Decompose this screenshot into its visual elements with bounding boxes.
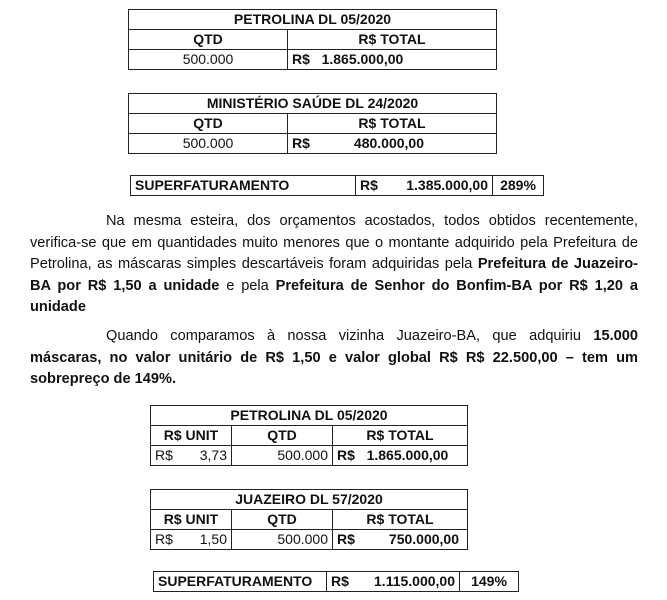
table-title: MINISTÉRIO SAÚDE DL 24/2020 xyxy=(129,94,497,114)
total-cell: R$ 480.000,00 xyxy=(288,134,497,154)
total-cell: R$ 1.865.000,00 xyxy=(333,446,468,466)
table-title: PETROLINA DL 05/2020 xyxy=(151,406,468,426)
qtd-header: QTD xyxy=(129,114,288,134)
superfaturamento-summary-2 xyxy=(153,571,519,592)
total-cell: R$ 750.000,00 xyxy=(333,530,468,550)
summary-label: SUPERFATURAMENTO xyxy=(154,572,327,592)
total-header: R$ TOTAL xyxy=(288,114,497,134)
unit-cell: R$ 3,73 xyxy=(151,446,232,466)
table-title: JUAZEIRO DL 57/2020 xyxy=(151,490,468,510)
qtd-header: QTD xyxy=(129,30,288,50)
qtd-cell: 500.000 xyxy=(129,134,288,154)
juazeiro-table xyxy=(150,489,468,550)
petrolina-unit-table xyxy=(150,405,468,466)
summary-label: SUPERFATURAMENTO xyxy=(131,176,356,196)
total-cell: R$ 1.865.000,00 xyxy=(288,50,497,70)
summary-percent: 289% xyxy=(493,176,544,196)
unit-cell: R$ 1,50 xyxy=(151,530,232,550)
qtd-cell: 500.000 xyxy=(232,530,333,550)
summary-percent: 149% xyxy=(460,572,519,592)
qtd-header: QTD xyxy=(232,426,333,446)
paragraph-1: Na mesma esteira, dos orçamentos acostados, todos obtidos recentemente, verifica-se que em quantidades muito menores que o montante adquirido pela Prefeitura de Petrolina, as máscaras simples descartáveis foram adquiridas pela Prefeitura de Juazeiro-BA por R$ 1,50 a unidade e pela Prefeitura de Senhor do Bonfim-BA por R$ 1,20 a unidade xyxy=(30,213,639,315)
total-header: R$ TOTAL xyxy=(288,30,497,50)
qtd-cell: 500.000 xyxy=(129,50,288,70)
qtd-header: QTD xyxy=(232,510,333,530)
summary-value: R$ 1.115.000,00 xyxy=(327,572,460,592)
total-header: R$ TOTAL xyxy=(333,510,468,530)
ministerio-table xyxy=(128,93,497,154)
petrolina-table xyxy=(128,9,497,70)
paragraph-2: Quando comparamos à nossa vizinha Juazeiro-BA, que adquiriu 15.000 máscaras, no valor unitário de R$ 1,50 e valor global R$ R$ 22.500,00 – tem um sobrepreço de 149%. xyxy=(30,328,638,387)
qtd-cell: 500.000 xyxy=(232,446,333,466)
unit-header: R$ UNIT xyxy=(151,510,232,530)
total-header: R$ TOTAL xyxy=(333,426,468,446)
superfaturamento-summary xyxy=(130,175,544,196)
unit-header: R$ UNIT xyxy=(151,426,232,446)
summary-value: R$ 1.385.000,00 xyxy=(356,176,493,196)
table-title: PETROLINA DL 05/2020 xyxy=(129,10,497,30)
